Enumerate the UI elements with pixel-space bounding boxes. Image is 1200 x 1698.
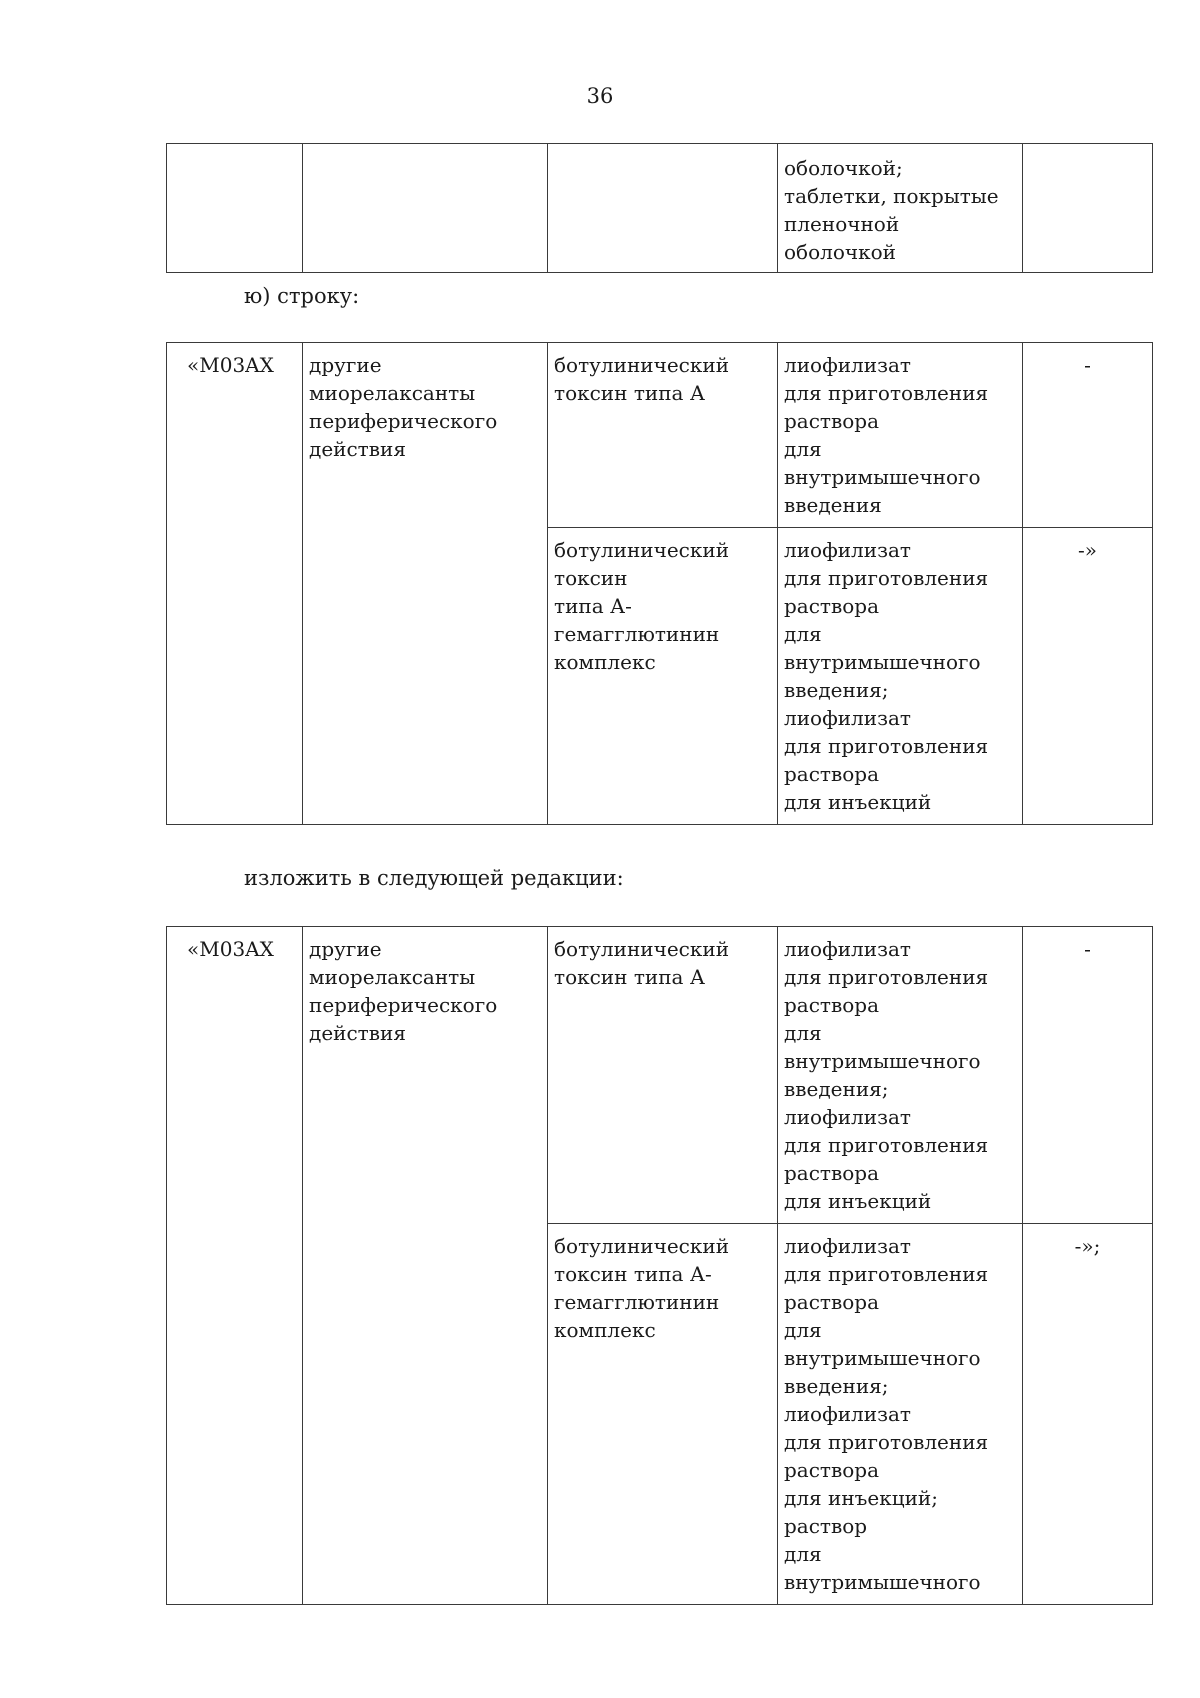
group-cell: другие миорелаксанты периферического действия [303, 927, 548, 1605]
substance-cell [548, 144, 778, 273]
instruction-text: ю) строку: [244, 284, 360, 308]
old-row-table [166, 342, 1153, 825]
note-cell: -»; [1023, 1224, 1153, 1605]
dosage-form-cell: оболочкой; таблетки, покрытые пленочной оболочкой [778, 144, 1023, 273]
table-row [167, 343, 1153, 528]
continuation-table [166, 143, 1153, 273]
code-cell: «M03AX [167, 927, 303, 1605]
instruction-text: изложить в следующей редакции: [244, 866, 624, 890]
table-row [167, 144, 1153, 273]
dosage-form-cell: лиофилизат для приготовления раствора для внутримышечного введения; лиофилизат для приготовления раствора для инъекций [778, 528, 1023, 825]
substance-cell: ботулинический токсин типа А- гемагглютинин комплекс [548, 528, 778, 825]
substance-cell: ботулинический токсин типа А [548, 927, 778, 1224]
group-cell: другие миорелаксанты периферического действия [303, 343, 548, 825]
table-row [167, 927, 1153, 1224]
code-cell: «M03AX [167, 343, 303, 825]
note-cell [1023, 144, 1153, 273]
note-cell: - [1023, 927, 1153, 1224]
new-row-table [166, 926, 1153, 1605]
note-cell: -» [1023, 528, 1153, 825]
note-cell: - [1023, 343, 1153, 528]
substance-cell: ботулинический токсин типа А- гемагглютинин комплекс [548, 1224, 778, 1605]
substance-cell: ботулинический токсин типа А [548, 343, 778, 528]
group-cell [303, 144, 548, 273]
page-number: 36 [586, 84, 614, 108]
dosage-form-cell: лиофилизат для приготовления раствора для внутримышечного введения; лиофилизат для приготовления раствора для инъекций [778, 927, 1023, 1224]
code-cell [167, 144, 303, 273]
dosage-form-cell: лиофилизат для приготовления раствора для внутримышечного введения; лиофилизат для приготовления раствора для инъекций; раствор для внутримышечного [778, 1224, 1023, 1605]
dosage-form-cell: лиофилизат для приготовления раствора для внутримышечного введения [778, 343, 1023, 528]
